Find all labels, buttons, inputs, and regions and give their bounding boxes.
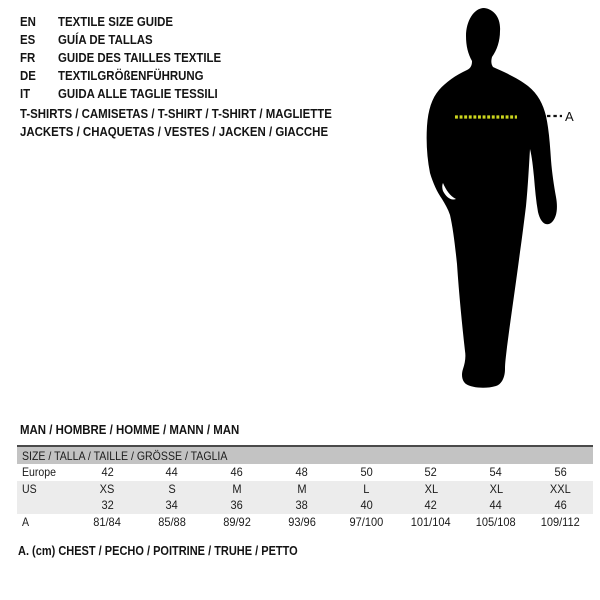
table-cell: 48 — [295, 465, 308, 480]
language-label: TEXTILGRÖßENFÜHRUNG — [58, 67, 204, 83]
row-label: A — [22, 514, 30, 529]
language-label: GUÍA DE TALLAS — [58, 31, 153, 47]
table-row-us-numeric — [17, 497, 593, 514]
table-cell: 93/96 — [287, 514, 316, 529]
table-cell: 101/104 — [411, 514, 452, 529]
language-row-it — [20, 84, 243, 102]
row-label: Europe — [22, 465, 57, 480]
language-code: FR — [20, 49, 36, 65]
size-table-header — [17, 447, 593, 464]
language-code: ES — [20, 31, 36, 47]
section-heading-text: MAN / HOMBRE / HOMME / MANN / MAN — [20, 422, 240, 437]
table-cell: XL — [489, 481, 503, 496]
row-label: US — [22, 481, 37, 496]
table-cell: 42 — [424, 498, 438, 513]
table-cell: 46 — [554, 498, 567, 513]
measurement-footnote-text: A. (cm) CHEST / PECHO / POITRINE / TRUHE / PETTO — [18, 544, 298, 558]
language-label: TEXTILE SIZE GUIDE — [58, 13, 174, 29]
table-cell: 40 — [360, 498, 373, 513]
table-cell: XXL — [550, 481, 572, 496]
table-cell: 38 — [295, 498, 308, 513]
section-heading — [20, 422, 269, 437]
table-row-europe — [17, 464, 593, 481]
table-row-us — [17, 481, 593, 498]
table-cell: 34 — [165, 498, 179, 513]
table-cell: 105/108 — [475, 514, 516, 529]
category-line-jackets: JACKETS / CHAQUETAS / VESTES / JACKEN / GIACCHE — [20, 124, 329, 139]
table-cell: 54 — [489, 465, 503, 480]
language-code: EN — [20, 13, 36, 29]
table-cell: XL — [424, 481, 438, 496]
table-cell: 109/112 — [541, 514, 581, 529]
language-label: GUIDA ALLE TAGLIE TESSILI — [58, 85, 218, 101]
table-cell: 50 — [360, 465, 373, 480]
language-row-fr — [20, 48, 243, 66]
table-cell: 44 — [489, 498, 503, 513]
language-list — [20, 12, 243, 102]
table-cell: L — [363, 481, 370, 496]
language-code: IT — [20, 85, 31, 101]
table-cell: 81/84 — [93, 514, 122, 529]
table-cell: M — [297, 481, 307, 496]
marker-label: A — [565, 109, 574, 124]
table-cell: 32 — [101, 498, 114, 513]
table-cell: 44 — [165, 465, 179, 480]
language-row-de — [20, 66, 243, 84]
category-heading — [20, 105, 374, 141]
table-cell: 89/92 — [223, 514, 251, 529]
language-row-en — [20, 12, 243, 30]
table-cell: S — [168, 481, 176, 496]
table-cell: 85/88 — [158, 514, 186, 529]
table-cell: 36 — [230, 498, 244, 513]
table-cell: 46 — [230, 465, 244, 480]
table-cell: 97/100 — [349, 514, 384, 529]
size-table — [17, 445, 593, 530]
table-cell: 56 — [554, 465, 567, 480]
table-cell: 42 — [101, 465, 114, 480]
size-table-header-text: SIZE / TALLA / TAILLE / GRÖSSE / TAGLIA — [22, 448, 228, 463]
table-cell: 52 — [424, 465, 438, 480]
language-row-es — [20, 30, 243, 48]
measurement-footnote — [18, 544, 336, 558]
language-code: DE — [20, 67, 36, 83]
category-line-tshirts: T-SHIRTS / CAMISETAS / T-SHIRT / T-SHIRT / MAGLIETTE — [20, 106, 332, 121]
silhouette-svg — [400, 0, 600, 400]
language-label: GUIDE DES TAILLES TEXTILE — [58, 49, 222, 65]
man-silhouette — [427, 8, 557, 388]
table-row-chest — [17, 514, 593, 531]
table-cell: XS — [100, 481, 115, 496]
man-silhouette-figure — [400, 0, 600, 400]
table-cell: M — [232, 481, 242, 496]
